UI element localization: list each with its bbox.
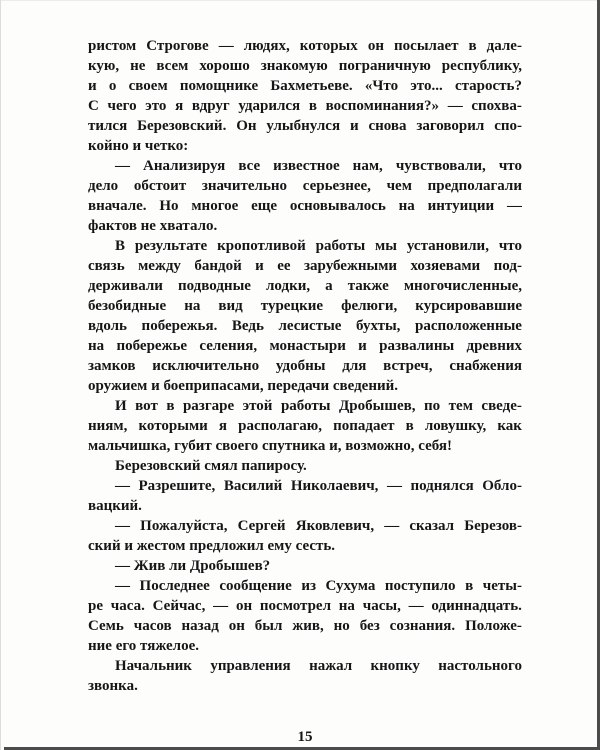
paragraph (88, 656, 522, 696)
text-line: держивали подводные лодки, а также многочисленные, (88, 278, 522, 294)
text-line: оружием и боеприпасами, передачи сведений. (88, 378, 398, 394)
text-line: на побережье селения, монастыри и развалины древних (88, 338, 522, 354)
scan-edge-left (0, 0, 1, 750)
text-line: койно и четко: (88, 138, 189, 154)
text-line: Начальник управления нажал кнопку настольного (115, 658, 522, 674)
text-line: Семь часов назад он был жив, но без сознания. Положе- (88, 618, 522, 634)
text-line: вначале. Но многое еще основывалось на интуиции — (88, 198, 522, 214)
text-line: фактов не хватало. (88, 218, 218, 234)
page-number: 15 (297, 729, 313, 745)
page-text (88, 36, 522, 696)
text-line: ние его тяжелое. (88, 638, 199, 654)
paragraph (88, 476, 522, 516)
text-line: С чего это я вдруг ударился в воспоминания?» — спохва- (88, 98, 522, 114)
text-line: ре часа. Сейчас, — он посмотрел на часы, — одиннадцать. (88, 598, 522, 614)
text-line: Березовский смял папиросу. (115, 458, 307, 474)
text-line: И вот в разгаре этой работы Дробышев, по тем сведе- (115, 398, 522, 414)
text-line: вдоль побережья. Ведь лесистые бухты, расположенные (88, 318, 522, 334)
text-line: — Анализируя все известное нам, чувствовали, что (115, 158, 522, 174)
text-line: мальчишка, губит своего спутника и, возможно, себя! (88, 438, 452, 454)
paragraph (88, 516, 522, 556)
text-line: и о своем помощнике Бахметьеве. «Что это... старость? (88, 78, 522, 94)
text-line: — Последнее сообщение из Сухума поступило в четы- (115, 578, 522, 594)
text-line: ниям, которыми я располагаю, попадает в ловушку, как (88, 418, 522, 434)
text-line: связь между бандой и ее зарубежными хозяевами под- (88, 258, 522, 274)
text-line: тился Березовский. Он улыбнулся и снова заговорил спо- (88, 118, 522, 134)
text-line: — Разрешите, Василий Николаевич, — поднялся Обло- (115, 478, 522, 494)
text-line: звонка. (88, 678, 138, 694)
text-line: дело обстоит значительно серьезнее, чем предполагали (88, 178, 522, 194)
text-line: замков исключительно удобны для встреч, снабжения (88, 358, 522, 374)
paragraph (88, 456, 522, 476)
scan-edge-top (0, 0, 600, 1)
text-line: вацкий. (88, 498, 142, 514)
paragraph (88, 556, 522, 576)
text-line: безобидные на вид турецкие фелюги, курсировавшие (88, 298, 522, 314)
paragraph (88, 236, 522, 396)
text-line: ский и жестом предложил ему сесть. (88, 538, 336, 554)
paragraph (88, 156, 522, 236)
text-line: ристом Строгове — людях, которых он посылает в дале- (88, 38, 522, 54)
text-line: — Пожалуйста, Сергей Яковлевич, — сказал Березов- (115, 518, 522, 534)
paragraph (88, 576, 522, 656)
paragraph (88, 396, 522, 456)
text-line: — Жив ли Дробышев? (115, 558, 271, 574)
text-line: В результате кропотливой работы мы установили, что (115, 238, 522, 254)
paragraph (88, 36, 522, 156)
text-line: кую, не всем хорошо знакомую пограничную республику, (88, 58, 522, 74)
